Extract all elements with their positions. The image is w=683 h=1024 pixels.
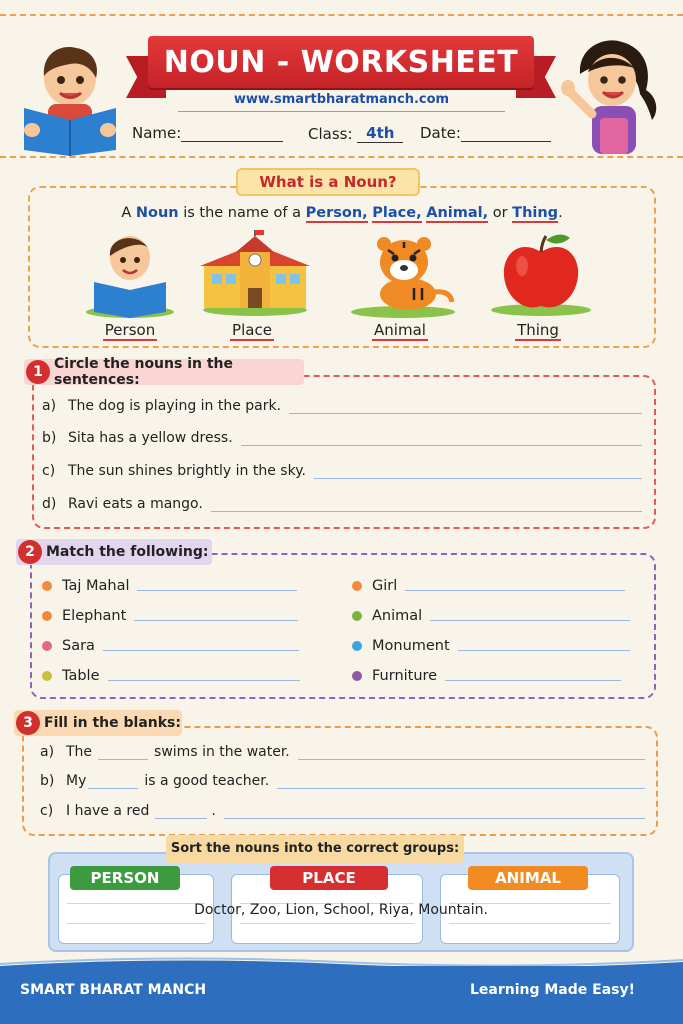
sentence-key: b) <box>42 430 57 446</box>
match-left-text: Sara <box>62 638 95 654</box>
sentence-key: c) <box>42 463 56 479</box>
blank-pre: My <box>66 773 87 789</box>
sentence-row-c[interactable] <box>42 463 642 479</box>
match-right-item[interactable] <box>352 578 625 594</box>
answer-line[interactable] <box>314 467 642 479</box>
footer-tagline: Learning Made Easy! <box>469 982 635 998</box>
sentence-key: d) <box>42 496 57 512</box>
blank-pre: I have a red <box>66 803 150 819</box>
bullet-dot <box>352 641 362 651</box>
match-line[interactable] <box>405 581 625 591</box>
date-field[interactable] <box>420 124 551 142</box>
group-tag-animal: ANIMAL <box>468 866 588 890</box>
sentence-text[interactable]: The sun shines brightly in the sky. <box>68 463 306 479</box>
match-right-text: Girl <box>372 578 398 594</box>
place-label: Place <box>232 321 272 339</box>
blank-row-c[interactable] <box>40 803 645 819</box>
def-part: A <box>121 205 136 221</box>
bullet-dot <box>352 581 362 591</box>
animal-label: Animal <box>374 321 426 339</box>
match-left-item[interactable] <box>42 608 298 624</box>
section2-number: 2 <box>18 540 42 564</box>
name-field[interactable] <box>132 124 283 142</box>
sentence-text[interactable]: The dog is playing in the park. <box>68 398 282 414</box>
date-label: Date: <box>420 124 461 142</box>
noun-definition-title: What is a Noun? <box>236 168 420 196</box>
answer-line[interactable] <box>289 402 642 414</box>
section3-number: 3 <box>16 711 40 735</box>
match-left-item[interactable] <box>42 668 300 684</box>
date-blank[interactable] <box>461 141 551 142</box>
class-blank[interactable] <box>357 124 403 143</box>
apple-illustration <box>486 230 596 318</box>
match-left-item[interactable] <box>42 638 299 654</box>
header-dashed-border <box>0 156 683 158</box>
blank-pre: The <box>66 744 93 760</box>
bullet-dot <box>352 611 362 621</box>
blank-key: c) <box>40 803 54 819</box>
def-part: or <box>488 205 513 221</box>
sentence-row-d[interactable] <box>42 496 642 512</box>
def-person: Person, <box>305 205 368 221</box>
blank-key: b) <box>40 773 55 789</box>
answer-line[interactable] <box>298 748 645 760</box>
noun-type-thing <box>476 230 600 345</box>
noun-definition-text <box>28 205 656 221</box>
section1-title: Circle the nouns in the sentences: <box>54 356 233 388</box>
section1-header <box>24 356 304 388</box>
sentence-key: a) <box>42 398 57 414</box>
blank-space[interactable] <box>155 809 207 819</box>
name-blank[interactable] <box>181 141 283 142</box>
bullet-dot <box>352 671 362 681</box>
match-line[interactable] <box>430 611 630 621</box>
section2-title: Match the following: <box>46 544 209 560</box>
match-right-item[interactable] <box>352 608 630 624</box>
def-noun: Noun <box>135 205 179 221</box>
section3-title: Fill in the blanks: <box>44 715 181 731</box>
match-line[interactable] <box>137 581 297 591</box>
match-left-item[interactable] <box>42 578 297 594</box>
answer-line[interactable] <box>224 807 645 819</box>
sort-title: Sort the nouns into the correct groups: <box>166 835 464 863</box>
group-tag-place: PLACE <box>270 866 388 890</box>
tiger-illustration <box>348 230 458 318</box>
blank-key: a) <box>40 744 55 760</box>
blank-post: . <box>211 803 216 819</box>
match-right-text: Monument <box>372 638 450 654</box>
top-dashed-border <box>0 14 683 16</box>
match-right-item[interactable] <box>352 638 630 654</box>
sentence-row-a[interactable] <box>42 398 642 414</box>
answer-line[interactable] <box>277 777 645 789</box>
website-url: www.smartbharatmanch.com <box>233 92 450 107</box>
blank-row-a[interactable] <box>40 744 645 760</box>
match-line[interactable] <box>134 611 298 621</box>
match-line[interactable] <box>445 671 621 681</box>
thing-label: Thing <box>517 321 559 339</box>
match-line[interactable] <box>108 671 300 681</box>
section3-header <box>14 710 182 736</box>
match-line[interactable] <box>103 641 299 651</box>
blank-post: swims in the water. <box>154 744 290 760</box>
match-line[interactable] <box>458 641 630 651</box>
school-building-illustration <box>200 230 310 316</box>
blank-row-b[interactable] <box>40 773 645 789</box>
section2-header <box>16 539 212 565</box>
bullet-dot <box>42 641 52 651</box>
website-underline <box>178 111 505 112</box>
noun-type-animal <box>338 230 462 345</box>
match-left-text: Elephant <box>62 608 127 624</box>
blank-space[interactable] <box>98 750 148 760</box>
noun-type-place <box>190 230 314 345</box>
sentence-row-b[interactable] <box>42 430 642 446</box>
noun-type-person <box>70 230 190 345</box>
answer-line[interactable] <box>211 500 642 512</box>
match-right-text: Furniture <box>372 668 438 684</box>
match-left-text: Taj Mahal <box>62 578 130 594</box>
bullet-dot <box>42 671 52 681</box>
bullet-dot <box>42 611 52 621</box>
match-right-item[interactable] <box>352 668 621 684</box>
def-animal: Animal, <box>426 205 489 221</box>
blank-space[interactable] <box>88 779 138 789</box>
class-label: Class: <box>308 125 353 143</box>
worksheet-title: NOUN - WORKSHEET <box>148 36 534 88</box>
def-part: is the name of a <box>178 205 306 221</box>
bullet-dot <box>42 581 52 591</box>
group-tag-person: PERSON <box>70 866 180 890</box>
def-part: . <box>558 205 563 221</box>
sentence-text[interactable]: Ravi eats a mango. <box>68 496 203 512</box>
def-thing: Thing <box>512 205 559 221</box>
def-place: Place, <box>372 205 422 221</box>
section1-number: 1 <box>26 360 50 384</box>
person-label: Person <box>104 321 156 339</box>
person-illustration <box>80 230 180 320</box>
match-right-text: Animal <box>372 608 423 624</box>
blank-post: is a good teacher. <box>144 773 270 789</box>
footer-brand: SMART BHARAT MANCH <box>20 982 207 998</box>
sentence-text[interactable]: Sita has a yellow dress. <box>68 430 233 446</box>
name-label: Name: <box>132 124 182 142</box>
sort-word-list: Doctor, Zoo, Lion, School, Riya, Mountain. <box>194 902 488 918</box>
class-value: 4th <box>366 124 395 142</box>
class-field[interactable] <box>308 124 403 143</box>
match-left-text: Table <box>62 668 100 684</box>
answer-line[interactable] <box>241 434 642 446</box>
